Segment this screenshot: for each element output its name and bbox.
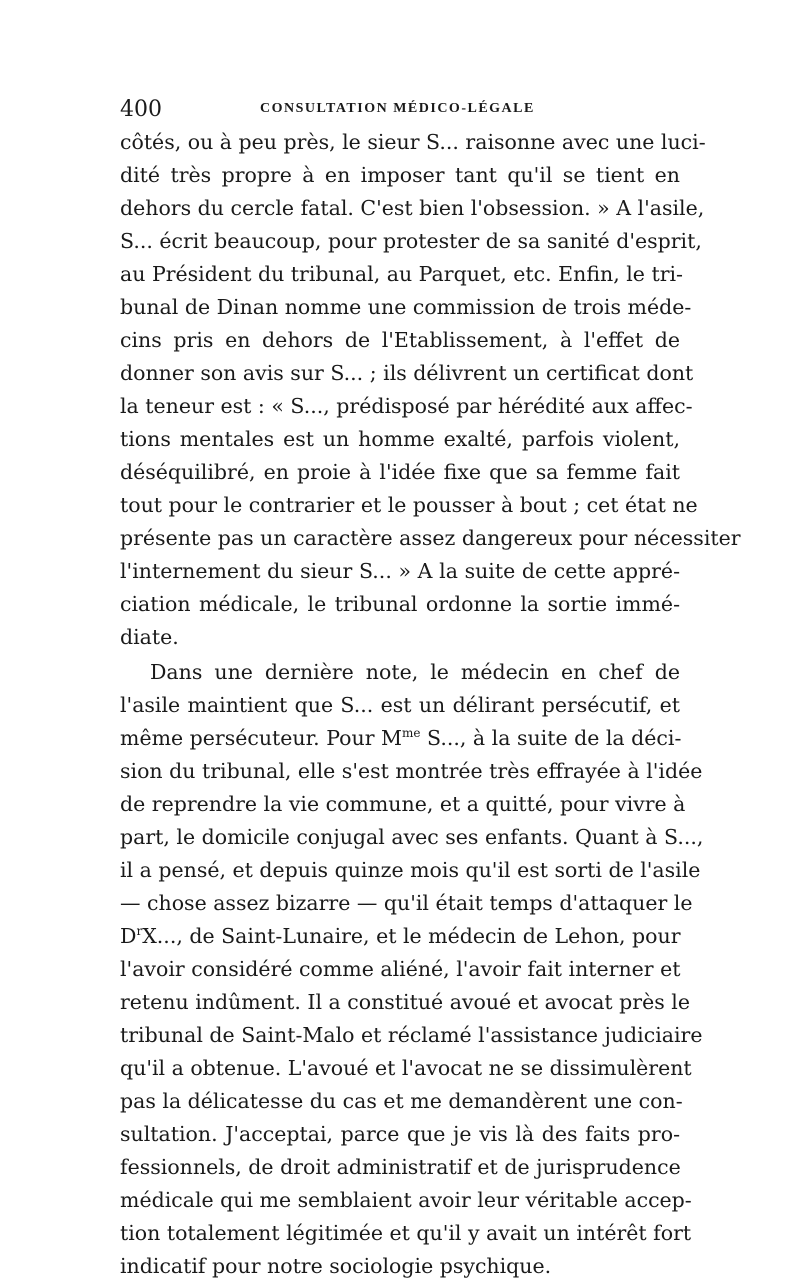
text-line: déséquilibré, en proie à l'idée fixe que sa femme fait [120,460,680,484]
text-line: présente pas un caractère assez dangereux pour nécessiter [120,526,741,550]
text-line: médicale qui me semblaient avoir leur véritable accep- [120,1188,692,1212]
line-segment: même persécuteur. Pour M [120,726,403,750]
text-line: l'internement du sieur S... » A la suite de cette appré- [120,559,680,583]
text-line: sion du tribunal, elle s'est montrée très effrayée à l'idée [120,759,703,783]
text-line: dité très propre à en imposer tant qu'il se tient en [120,163,680,187]
text-line: ciation médicale, le tribunal ordonne la sortie immé- [120,592,680,616]
superscript-r: r [136,924,143,938]
text-line: retenu indûment. Il a constitué avoué et avocat près le [120,990,690,1014]
text-line: part, le domicile conjugal avec ses enfants. Quant à S..., [120,825,704,849]
body-text [120,126,741,1283]
text-line: l'avoir considéré comme aliéné, l'avoir fait interner et [120,957,681,981]
paragraph-1 [120,126,741,654]
superscript-me: me [402,726,421,740]
text-line: pas la délicatesse du cas et me demandèrent une con- [120,1089,683,1113]
text-line-dr [120,920,680,953]
text-line: diate. [120,625,179,649]
line-segment: X..., de Saint-Lunaire, et le médecin de Lehon, pour [142,924,681,948]
paragraph-2 [120,656,704,1283]
running-head [120,98,680,128]
text-line: au Président du tribunal, au Parquet, etc. Enfin, le tri- [120,262,683,286]
text-line: côtés, ou à peu près, le sieur S... raisonne avec une luci- [120,130,706,154]
text-line: la teneur est : « S..., prédisposé par hérédité aux affec- [120,394,693,418]
text-line: Dans une dernière note, le médecin en chef de [150,660,680,684]
text-line-mme [120,722,680,755]
text-line: tout pour le contrarier et le pousser à bout ; cet état ne [120,493,698,517]
text-line: tribunal de Saint-Malo et réclamé l'assistance judiciaire [120,1023,703,1047]
text-line: fessionnels, de droit administratif et de jurisprudence [120,1155,681,1179]
page-number: 400 [120,97,162,122]
text-line: cins pris en dehors de l'Etablissement, à l'effet de [120,328,680,352]
text-line: de reprendre la vie commune, et a quitté, pour vivre à [120,792,686,816]
text-line: l'asile maintient que S... est un délirant persécutif, et [120,693,680,717]
text-line: donner son avis sur S... ; ils délivrent un certificat dont [120,361,694,385]
running-title: CONSULTATION MÉDICO-LÉGALE [260,101,535,116]
text-line: tion totalement légitimée et qu'il y avait un intérêt fort [120,1221,692,1245]
text-line: bunal de Dinan nomme une commission de trois méde- [120,295,692,319]
line-segment: S..., à la suite de la déci- [420,726,682,750]
text-line: dehors du cercle fatal. C'est bien l'obsession. » A l'asile, [120,196,705,220]
text-line: sultation. J'acceptai, parce que je vis là des faits pro- [120,1122,680,1146]
text-line: il a pensé, et depuis quinze mois qu'il est sorti de l'asile [120,858,701,882]
text-line: tions mentales est un homme exalté, parfois violent, [120,427,680,451]
text-line: S... écrit beaucoup, pour protester de sa sanité d'esprit, [120,229,702,253]
line-segment: D [120,924,137,948]
text-line: — chose assez bizarre — qu'il était temps d'attaquer le [120,891,693,915]
text-line: qu'il a obtenue. L'avoué et l'avocat ne se dissimulèrent [120,1056,692,1080]
text-line: indicatif pour notre sociologie psychique. [120,1254,552,1278]
